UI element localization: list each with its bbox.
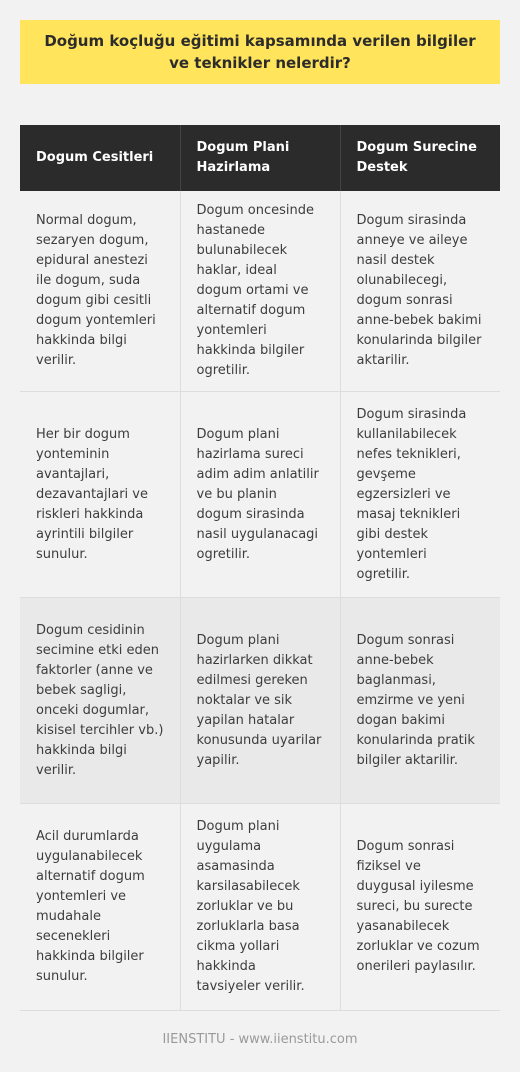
table-cell: Normal dogum, sezaryen dogum, epidural anestezi ile dogum, suda dogum gibi cesitli dogum yontemleri hakkinda bilgi verilir.	[20, 191, 180, 392]
table-cell: Dogum cesidinin secimine etki eden faktorler (anne ve bebek sagligi, onceki dogumlar, kisisel tercihler vb.) hakkinda bilgi verilir.	[20, 598, 180, 804]
column-header-dogum-cesitleri: Dogum Cesitleri	[20, 125, 180, 191]
table-cell: Dogum plani uygulama asamasinda karsilasabilecek zorluklar ve bu zorluklarla basa cikma yollari hakkinda tavsiyeler verilir.	[180, 804, 340, 1011]
table-cell: Her bir dogum yonteminin avantajlari, dezavantajlari ve riskleri hakkinda ayrintili bilgiler sunulur.	[20, 392, 180, 598]
table-cell: Dogum oncesinde hastanede bulunabilecek haklar, ideal dogum ortami ve alternatif dogum yontemleri hakkinda bilgiler ogretilir.	[180, 191, 340, 392]
table-cell: Dogum sirasinda kullanilabilecek nefes teknikleri, gevşeme egzersizleri ve masaj teknikleri gibi destek yontemleri ogretilir.	[340, 392, 500, 598]
title-banner	[20, 20, 500, 84]
table-cell: Dogum sirasinda anneye ve aileye nasil destek olunabilecegi, dogum sonrasi anne-bebek bakimi konularinda bilgiler aktarilir.	[340, 191, 500, 392]
info-table	[20, 125, 500, 1011]
table-row	[20, 392, 500, 598]
table-cell: Acil durumlarda uygulanabilecek alternatif dogum yontemleri ve mudahale secenekleri hakkinda bilgiler sunulur.	[20, 804, 180, 1011]
table-cell: Dogum plani hazirlarken dikkat edilmesi gereken noktalar ve sik yapilan hatalar konusunda uyarilar yapilir.	[180, 598, 340, 804]
page-title: Doğum koçluğu eğitimi kapsamında verilen bilgiler ve teknikler nelerdir?	[44, 32, 476, 72]
table-row	[20, 191, 500, 392]
table-row	[20, 598, 500, 804]
footer-credit: IIENSTITU - www.iienstitu.com	[162, 1032, 358, 1047]
table-row	[20, 804, 500, 1011]
table-header-row	[20, 125, 500, 191]
column-header-dogum-plani-hazirlama: Dogum Plani Hazirlama	[180, 125, 340, 191]
table-cell: Dogum plani hazirlama sureci adim adim anlatilir ve bu planin dogum sirasinda nasil uygulanacagi ogretilir.	[180, 392, 340, 598]
column-header-dogum-surecine-destek: Dogum Surecine Destek	[340, 125, 500, 191]
table-cell: Dogum sonrasi anne-bebek baglanmasi, emzirme ve yeni dogan bakimi konularinda pratik bilgiler aktarilir.	[340, 598, 500, 804]
table-cell: Dogum sonrasi fiziksel ve duygusal iyilesme sureci, bu surecte yasanabilecek zorluklar ve cozum onerileri paylasılır.	[340, 804, 500, 1011]
